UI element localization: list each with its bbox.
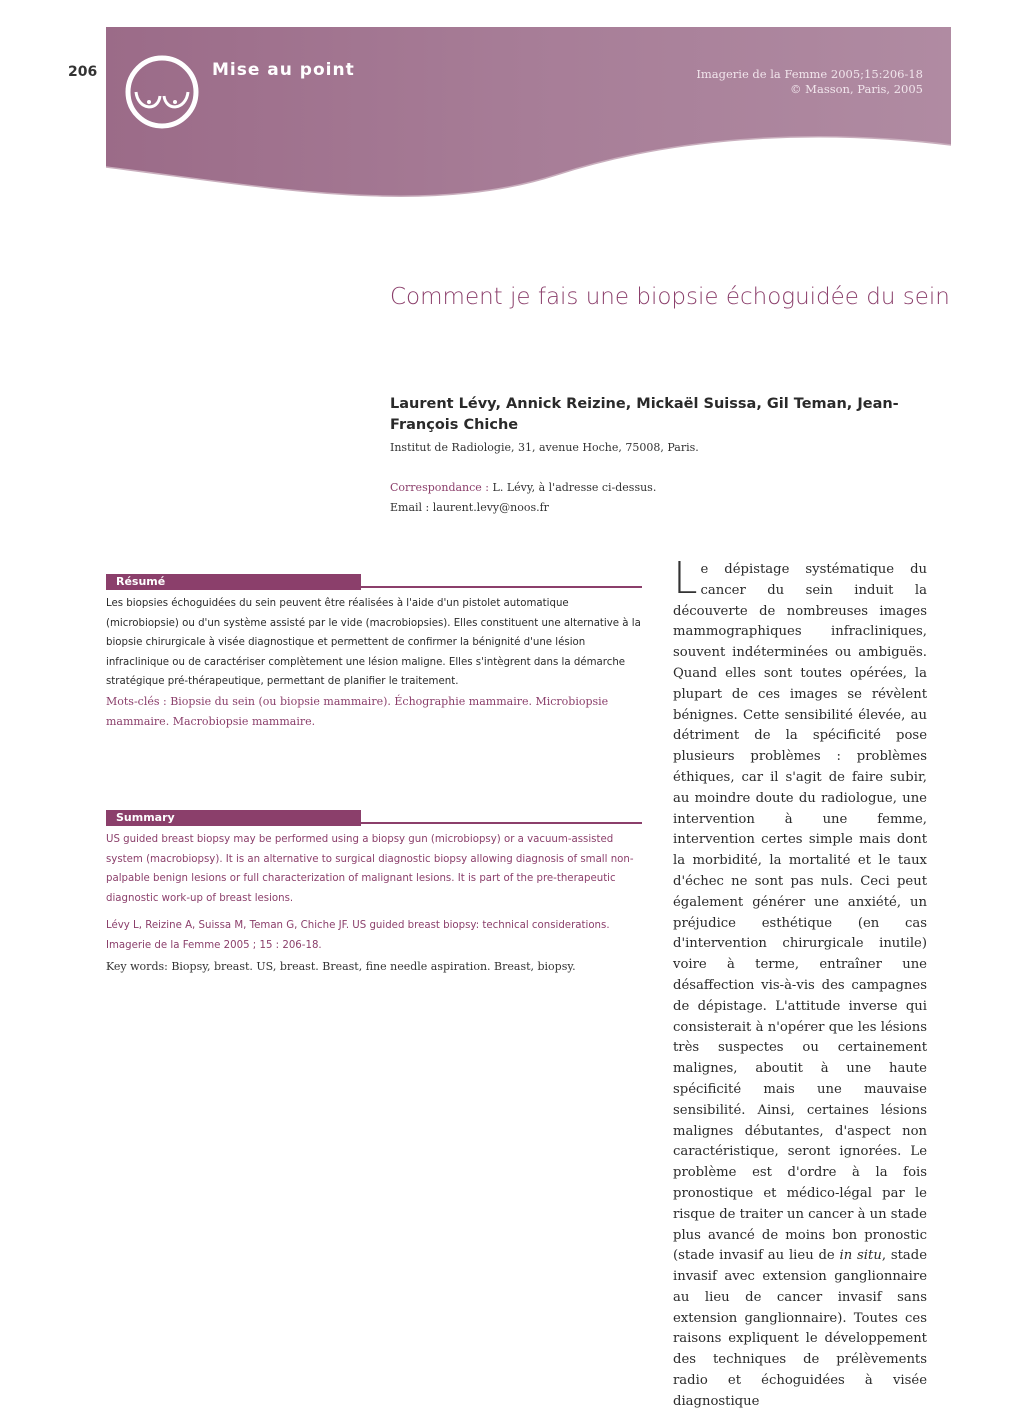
email: Email : laurent.levy@noos.fr bbox=[390, 501, 549, 514]
summary-citation: Lévy L, Reizine A, Suissa M, Teman G, Chiche JF. US guided breast biopsy: technical considerations. Imagerie de la Femme 2005 ; 15 : 206-18. bbox=[106, 920, 610, 951]
resume-heading: Résumé bbox=[106, 574, 361, 590]
correspondence-text: L. Lévy, à l'adresse ci-dessus. bbox=[489, 481, 657, 494]
summary-keywords: Key words: Biopsy, breast. US, breast. Breast, fine needle aspiration. Breast, biopsy. bbox=[106, 960, 576, 973]
summary-heading-bar bbox=[106, 806, 642, 824]
journal-citation: Imagerie de la Femme 2005;15:206-18 bbox=[696, 67, 923, 81]
resume-keywords: Mots-clés : Biopsie du sein (ou biopsie mammaire). Échographie mammaire. Microbiopsie mammaire. Macrobiopsie mammaire. bbox=[106, 694, 609, 728]
page-number: 206 bbox=[68, 64, 98, 80]
body-paragraph: e dépistage systématique du cancer du sein induit la découverte de nombreuses images mammographiques infracliniques, souvent indéterminées ou ambiguës. Quand elles sont toutes opérées, la plupart de ces images se révèlent bénignes. Cette sensibilité élevée, au détriment de la spécificité pose plusieurs problèmes : problèmes éthiques, car il s'agit de faire subir, au moindre doute du radiologue, une intervention à une femme, intervention certes simple mais dont la morbidité, la mortalité et le taux d'échec ne sont pas nuls. Ceci peut également générer une anxiété, un préjudice esthétique (en cas d'intervention chirurgicale inutile) voire à terme, entraîner une désaffection vis-à-vis des campagnes de dépistage. L'attitude inverse qui consisterait à n'opérer que les lésions très suspectes ou certainement malignes, aboutit à une haute spécificité mais une mauvaise sensibilité. Ainsi, certaines lésions malignes débutantes, d'aspect non caractéristique, seront ignorées. Le problème est d'ordre à la fois pronostique et médico-légal par le risque de traiter un cancer à un stade plus avancé de moins bon pronostic (stade invasif au lieu de bbox=[673, 562, 927, 1264]
summary-text: US guided breast biopsy may be performed using a biopsy gun (microbiopsy) or a vacuum-assisted system (macrobiopsy). It is an alternative to surgical diagnostic biopsy allowing diagnosis of small non-palpable benign lesions or full characterization of malignant lesions. It is part of the pre-therapeutic diagnostic work-up of breast lesions. bbox=[106, 834, 634, 904]
drop-cap: L bbox=[673, 553, 698, 604]
body-paragraph-end: , stade invasif avec extension ganglionnaire au lieu de cancer invasif sans extension ganglionnaire). Toutes ces raisons expliquent le développement des techniques de prélèvements radio et échoguidées à visée diagnostique bbox=[673, 1248, 927, 1409]
correspondence-label: Correspondance : bbox=[390, 481, 490, 494]
article-title: Comment je fais une biopsie échoguidée du sein bbox=[390, 284, 950, 310]
resume-heading-bar bbox=[106, 570, 642, 588]
summary-heading: Summary bbox=[106, 810, 361, 826]
breast-logo-icon bbox=[122, 52, 202, 132]
journal-reference bbox=[696, 67, 923, 97]
summary-section bbox=[106, 830, 642, 977]
section-label: Mise au point bbox=[212, 60, 355, 80]
in-situ-term: in situ bbox=[839, 1248, 882, 1264]
header-banner bbox=[106, 27, 951, 217]
resume-section bbox=[106, 594, 642, 732]
correspondence bbox=[390, 478, 656, 518]
article-authors: Laurent Lévy, Annick Reizine, Mickaël Suissa, Gil Teman, Jean-François Chiche bbox=[390, 396, 899, 433]
body-text bbox=[673, 553, 927, 1413]
resume-text: Les biopsies échoguidées du sein peuvent être réalisées à l'aide d'un pistolet automatique (microbiopsie) ou d'un système assisté par le vide (macrobiopsies). Elles constituent une alternative à la biopsie chirurgicale à visée diagnostique et permettent de confirmer la bénignité d'une lésion infraclinique ou de caractériser complètement une lésion maligne. Elles s'intègrent dans la démarche stratégique pré-thérapeutique, permettant de planifier le traitement. bbox=[106, 598, 641, 687]
affiliation: Institut de Radiologie, 31, avenue Hoche, 75008, Paris. bbox=[390, 441, 699, 454]
copyright-line: © Masson, Paris, 2005 bbox=[790, 82, 923, 96]
